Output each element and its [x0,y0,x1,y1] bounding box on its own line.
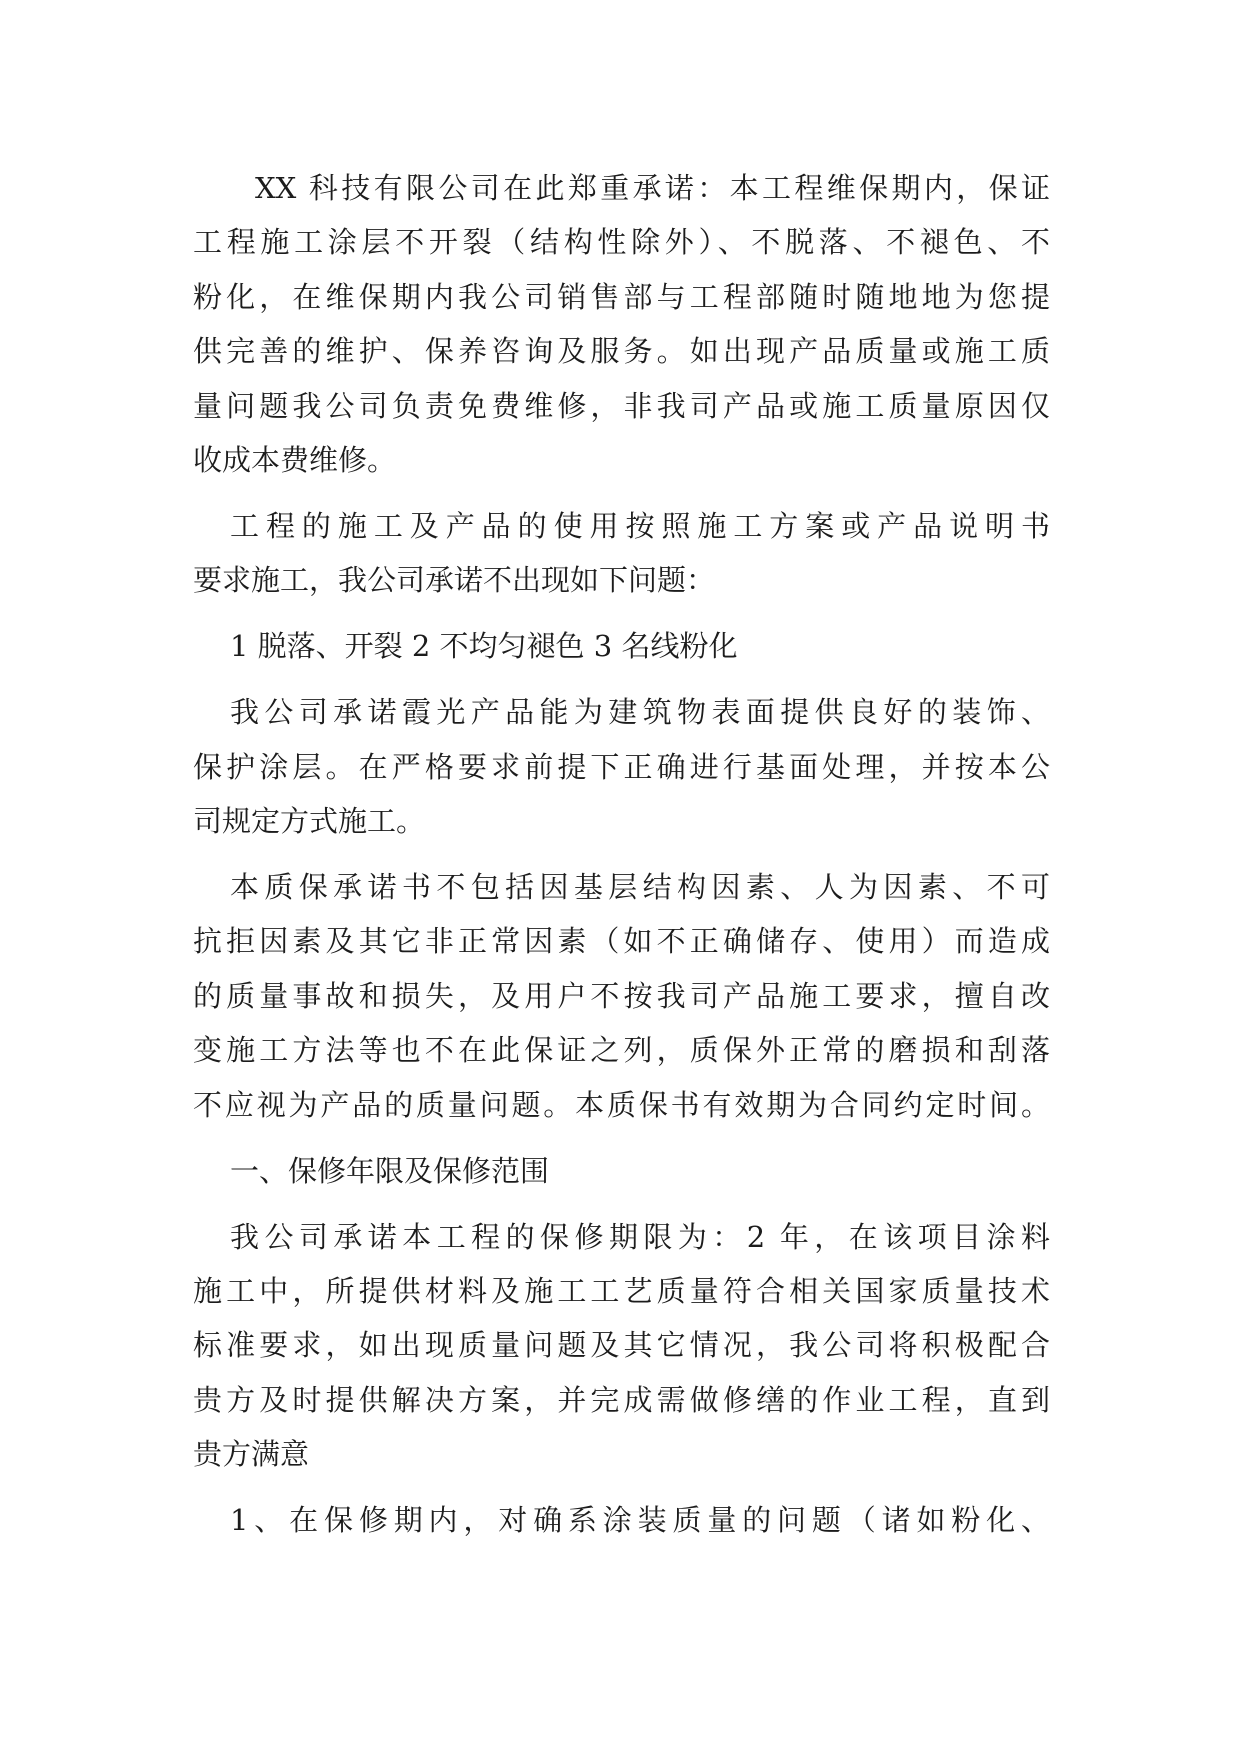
paragraph-construction-requirements [193,499,1050,608]
text-line: 1、在保修期内，对确系涂装质量的问题（诸如粉化、 [230,1503,1050,1538]
text-line: 标准要求，如出现质量问题及其它情况，我公司将积极配合 [193,1328,1050,1363]
text-line: 保护涂层。在严格要求前提下正确进行基面处理，并按本公 [193,749,1050,784]
text-line: 贵方满意 [193,1437,310,1472]
text-line: XX 科技有限公司在此郑重承诺：本工程维保期内，保证 [255,171,1050,205]
paragraph-warranty-period [193,1210,1050,1482]
text-line: 不应视为产品的质量问题。本质保书有效期为合同约定时间。 [193,1087,1050,1122]
text-line: 抗拒因素及其它非正常因素（如不正确储存、使用）而造成 [193,924,1050,959]
text-line: 工程的施工及产品的使用按照施工方案或产品说明书 [230,508,1050,543]
paragraph-problem-list [193,619,1050,673]
document-body [193,161,1050,1559]
text-line: 要求施工，我公司承诺不出现如下问题： [193,563,716,598]
text-line: 供完善的维护、保养咨询及服务。如出现产品质量或施工质 [193,334,1050,369]
text-line: 粉化，在维保期内我公司销售部与工程部随时随地地为您提 [193,279,1050,314]
text-line: 1 脱落、开裂 2 不均匀褪色 3 名线粉化 [230,629,738,664]
text-line: 的质量事故和损失，及用户不按我司产品施工要求，擅自改 [193,978,1050,1013]
text-line: 工程施工涂层不开裂（结构性除外）、不脱落、不褪色、不 [193,225,1050,260]
text-line: 本质保承诺书不包括因基层结构因素、人为因素、不可 [230,870,1050,905]
text-line: 收成本费维修。 [193,442,397,477]
text-line: 我公司承诺本工程的保修期限为：2 年，在该项目涂料 [230,1219,1050,1254]
section-heading-text: 一、保修年限及保修范围 [230,1153,550,1188]
section-heading [193,1144,1050,1198]
text-line: 变施工方法等也不在此保证之列，质保外正常的磨损和刮落 [193,1033,1050,1068]
paragraph-product-promise [193,685,1050,848]
paragraph-exclusions [193,860,1050,1132]
text-line: 量问题我公司负责免费维修，非我司产品或施工质量原因仅 [193,388,1050,423]
text-line: 贵方及时提供解决方案，并完成需做修缮的作业工程，直到 [193,1382,1050,1417]
paragraph-warranty-commitment [193,161,1050,487]
text-line: 司规定方式施工。 [193,804,426,839]
text-line: 我公司承诺霞光产品能为建筑物表面提供良好的装饰、 [230,695,1050,730]
text-line: 施工中，所提供材料及施工工艺质量符合相关国家质量技术 [193,1273,1050,1308]
paragraph-warranty-item-1 [193,1493,1050,1547]
